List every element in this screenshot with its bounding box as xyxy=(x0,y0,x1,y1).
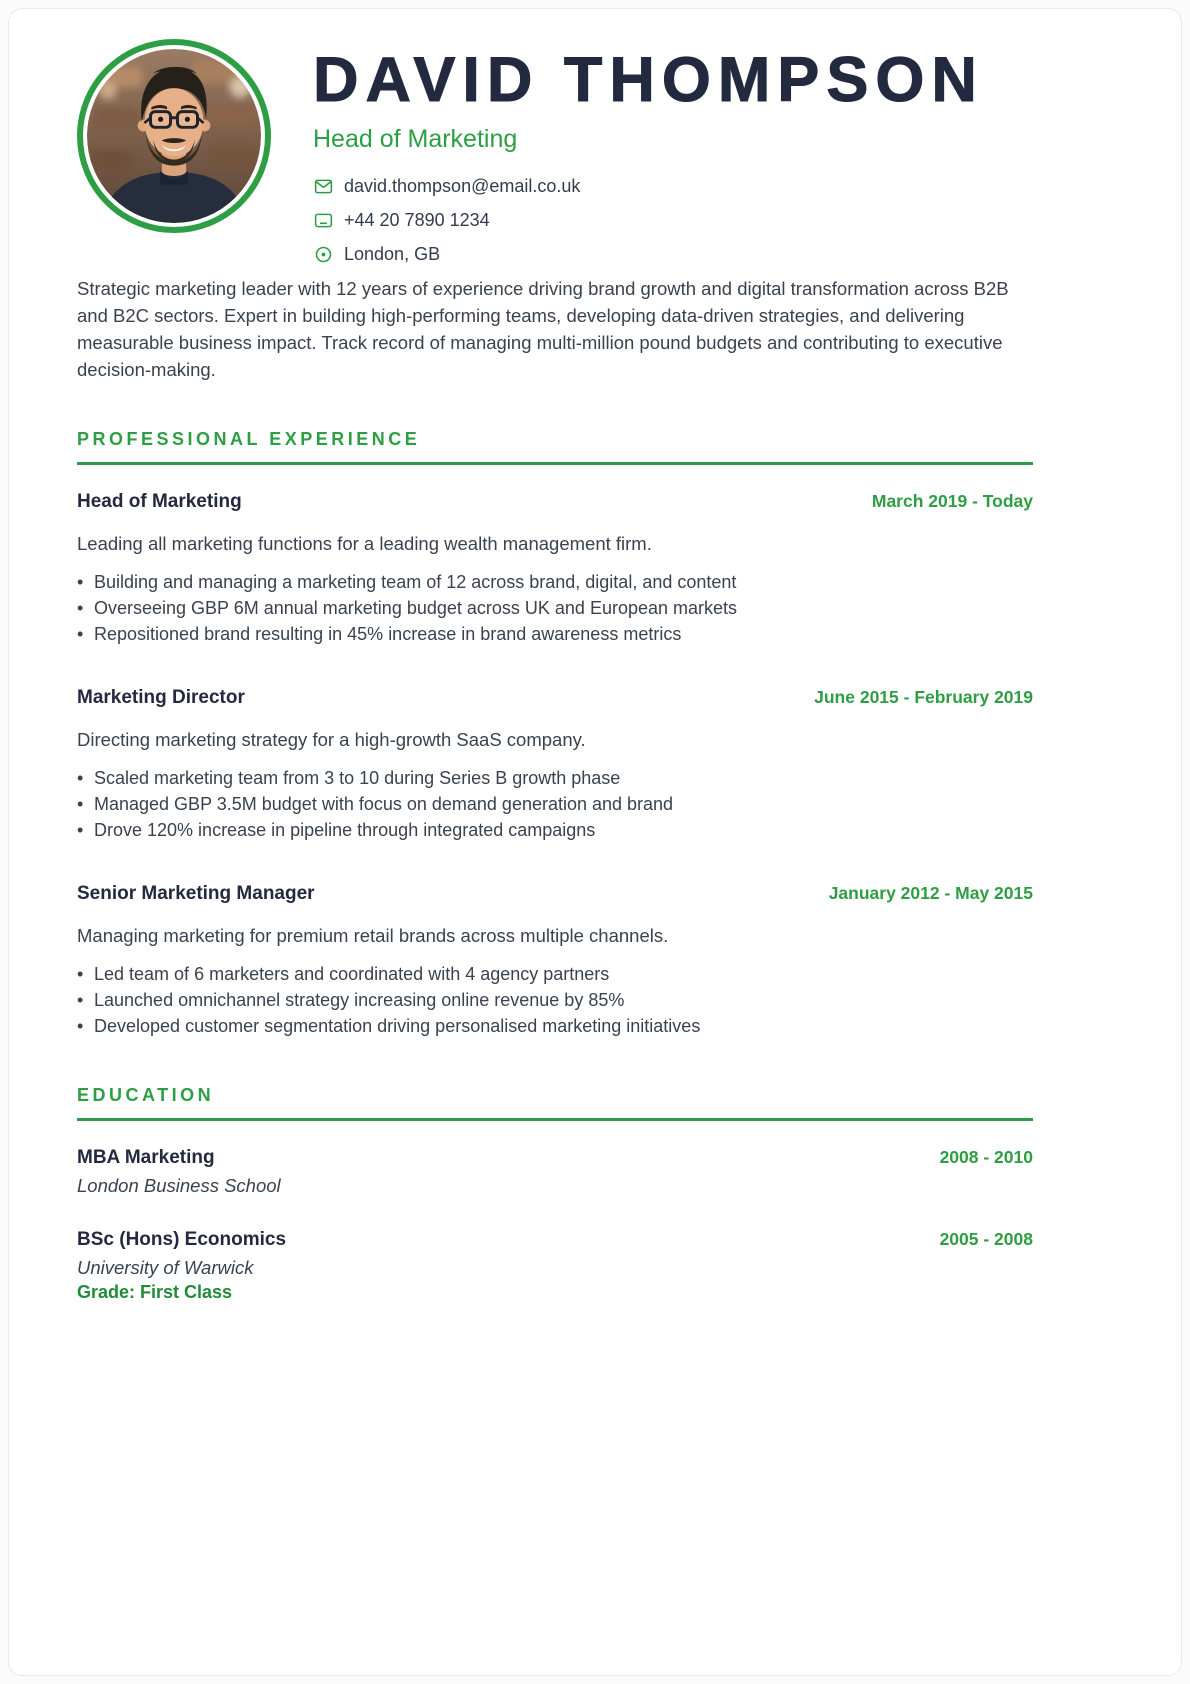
degree-school: London Business School xyxy=(77,1175,281,1197)
profile-photo-illustration xyxy=(87,49,261,223)
job-title: Marketing Director xyxy=(77,687,245,709)
job-dates: March 2019 - Today xyxy=(871,491,1033,512)
section-rule xyxy=(77,462,1033,465)
section-experience xyxy=(77,429,1033,1039)
degree-title: MBA Marketing xyxy=(77,1147,215,1169)
section-title-education: EDUCATION xyxy=(77,1085,215,1106)
degree-title: BSc (Hons) Economics xyxy=(77,1229,287,1251)
degree-dates: 2005 - 2008 xyxy=(939,1229,1033,1250)
section-education xyxy=(77,1085,1033,1303)
bullet-item: • Repositioned brand resulting in 45% increase in brand awareness metrics xyxy=(77,621,1033,647)
contact-email-value: david.thompson@email.co.uk xyxy=(344,176,581,197)
degree-grade: Grade: First Class xyxy=(77,1282,233,1303)
bullet-item: • Building and managing a marketing team of 12 across brand, digital, and content xyxy=(77,569,1033,595)
degree-head xyxy=(77,1229,1033,1251)
job-description: Managing marketing for premium retail brands across multiple channels. xyxy=(77,925,669,947)
job-entry xyxy=(77,883,1033,1039)
job-bullets xyxy=(77,765,1033,843)
degree-head xyxy=(77,1147,1033,1169)
contact-location-value: London, GB xyxy=(344,244,441,265)
candidate-job-title: Head of Marketing xyxy=(313,125,518,154)
job-head xyxy=(77,883,1033,905)
job-dates: June 2015 - February 2019 xyxy=(814,687,1033,708)
job-bullets xyxy=(77,569,1033,647)
bullet-item: • Overseeing GBP 6M annual marketing budget across UK and European markets xyxy=(77,595,1033,621)
bullet-item: • Launched omnichannel strategy increasing online revenue by 85% xyxy=(77,987,1033,1013)
degree-school: University of Warwick xyxy=(77,1257,254,1279)
bullet-item: • Drove 120% increase in pipeline through integrated campaigns xyxy=(77,817,1033,843)
job-description: Leading all marketing functions for a leading wealth management firm. xyxy=(77,533,652,555)
phone-icon xyxy=(313,210,334,231)
bullet-item: • Scaled marketing team from 3 to 10 during Series B growth phase xyxy=(77,765,1033,791)
job-entry xyxy=(77,491,1033,647)
job-description: Directing marketing strategy for a high-growth SaaS company. xyxy=(77,729,586,751)
cv-page xyxy=(8,8,1182,1676)
cv-header xyxy=(77,39,1033,265)
bullet-item: • Managed GBP 3.5M budget with focus on demand generation and brand xyxy=(77,791,1033,817)
section-rule xyxy=(77,1118,1033,1121)
job-bullets xyxy=(77,961,1033,1039)
degree-entry xyxy=(77,1229,1033,1303)
degree-dates: 2008 - 2010 xyxy=(939,1147,1033,1168)
contact-location xyxy=(313,244,984,265)
job-title: Head of Marketing xyxy=(77,491,242,513)
degree-entry xyxy=(77,1147,1033,1197)
location-icon xyxy=(313,244,334,265)
contact-phone-value: +44 20 7890 1234 xyxy=(344,210,490,231)
bullet-item: • Developed customer segmentation driving personalised marketing initiatives xyxy=(77,1013,1033,1039)
header-info xyxy=(313,39,984,265)
email-icon xyxy=(313,176,334,197)
bullet-item: • Led team of 6 marketers and coordinated with 4 agency partners xyxy=(77,961,1033,987)
job-head xyxy=(77,491,1033,513)
profile-photo xyxy=(77,39,271,233)
section-title-experience: PROFESSIONAL EXPERIENCE xyxy=(77,429,421,450)
contact-phone xyxy=(313,210,984,231)
contact-list xyxy=(313,176,984,265)
profile-summary: Strategic marketing leader with 12 years of experience driving brand growth and digital transformation across B2B and B2C sectors. Expert in building high-performing teams, developing data-driven strategies, and delivering measurable business impact. Track record of managing multi-million pound budgets and contributing to executive decision-making. xyxy=(77,278,1009,381)
job-dates: January 2012 - May 2015 xyxy=(828,883,1033,904)
job-title: Senior Marketing Manager xyxy=(77,883,315,905)
job-head xyxy=(77,687,1033,709)
cv-content xyxy=(9,9,1033,1303)
contact-email xyxy=(313,176,984,197)
job-entry xyxy=(77,687,1033,843)
candidate-name: DAVID THOMPSON xyxy=(313,45,984,115)
